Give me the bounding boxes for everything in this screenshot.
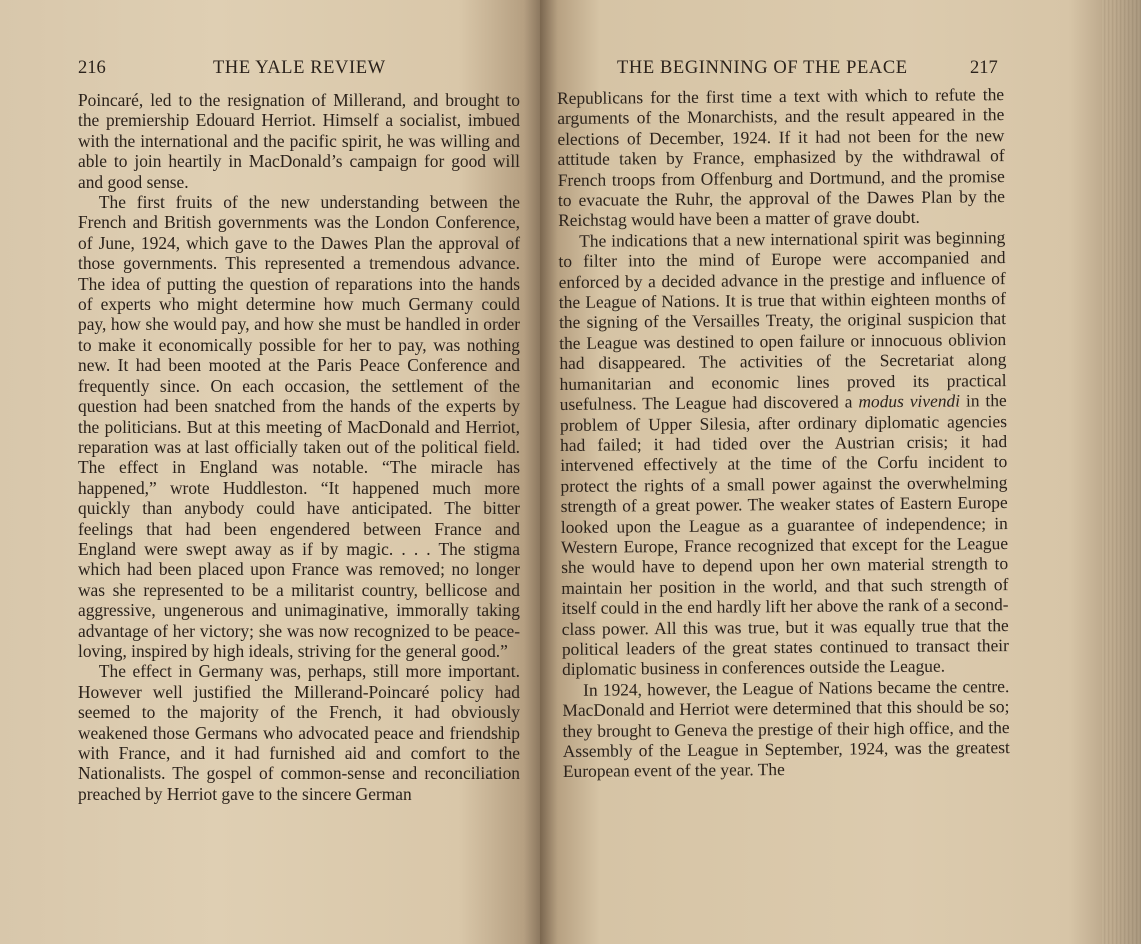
page-edges — [1101, 0, 1141, 944]
paragraph: The effect in Germany was, perhaps, still more important. However well justified the Millerand-Poincaré policy had seemed to the majority of the French, it had obviously weakened those Germans who advocated peace and friendship with France, and it had furnished aid and comfort to the Nationalists. The gospel of common-sense and reconciliation preached by Herriot gave to the sincere German — [78, 661, 520, 804]
paragraph — [558, 227, 1009, 680]
paragraph: Poincaré, led to the resignation of Millerand, and brought to the premiership Edouard Herriot. Himself a socialist, imbued with the international and the pacific spirit, he was willing and able to join heartily in MacDonald’s campaign for good will and good sense. — [78, 90, 520, 192]
page-number: 217 — [970, 58, 998, 78]
page-number: 216 — [78, 58, 106, 78]
left-page-body — [78, 90, 520, 804]
right-page-body — [557, 84, 1010, 782]
running-head: THE BEGINNING OF THE PEACE — [617, 58, 908, 78]
left-page — [0, 0, 540, 944]
paragraph: The first fruits of the new understanding between the French and British governments was the London Conference, of June, 1924, which gave to the Dawes Plan the approval of those governments. This represented a tremendous advance. The idea of putting the question of reparations into the hands of experts who might determine how much Germany could pay, how she would pay, and how she must be handled in order to make it economically possible for her to pay, was nothing new. It had been mooted at the Paris Peace Conference and frequently since. On each occasion, the settlement of the question had been snatched from the hands of the experts by the politicians. But at this meeting of MacDonald and Herriot, reparation was at last officially taken out of the political field. The effect in England was notable. “The miracle has happened,” wrote Huddleston. “It happened much more quickly than anybody could have anticipated. The bitter feelings that had been engendered between France and England were swept away as if by magic. . . . The stigma which had been placed upon France was removed; no longer was she represented to be a militarist country, bellicose and aggressive, ungenerous and unimaginative, immorally taking advantage of her victory; she was now recognized to be peace-loving, inspired by high ideals, striving for the general good.” — [78, 192, 520, 661]
paragraph-text: The indications that a new international spirit was beginning to filter into the mind of Europe were accompanied and enforced by a decided advance in the prestige and influence of the League of Nations. It is true that within eighteen months of the signing of the Versailles Treaty, the original suspicion that the League was destined to open failure or innocuous oblivion had disappeared. The activities of the Secretariat along humanitarian and economic lines proved its practical usefulness. The League had discovered a — [558, 226, 1007, 415]
paragraph: In 1924, however, the League of Nations became the centre. MacDonald and Herriot were determined that this should be so; they brought to Geneva the prestige of their high office, and the Assembly of the League in September, 1924, was the greatest European event of the year. The — [562, 675, 1010, 782]
paragraph: Republicans for the first time a text with which to refute the arguments of the Monarchists, and the result appeared in the elections of December, 1924. If it had not been for the new attitude taken by France, emphasized by the withdrawal of French troops from Offenburg and Dortmund, and the promise to evacuate the Ruhr, the approval of the Dawes Plan by the Reichstag would have been a matter of grave doubt. — [557, 84, 1006, 231]
paragraph-text: in the problem of Upper Silesia, after ordinary diplomatic agencies had failed; it had tided over the Austrian crisis; it had intervened effectively at the time of the Corfu incident to protect the rights of a small power against the overwhelming strength of a great power. The weaker states of Eastern Europe looked upon the League as a guarantee of independence; in Western Europe, France recognized that except for the League she would have to depend upon her own material strength to maintain her position in the world, and that such strength of itself could in the end hardly lift her above the rank of a second-class power. All this was true, but it was equally true that the political leaders of the great states continued to transact their diplomatic business in conferences outside the League. — [559, 390, 1009, 680]
running-head: THE YALE REVIEW — [213, 58, 386, 78]
italic-phrase: modus vivendi — [858, 390, 961, 412]
